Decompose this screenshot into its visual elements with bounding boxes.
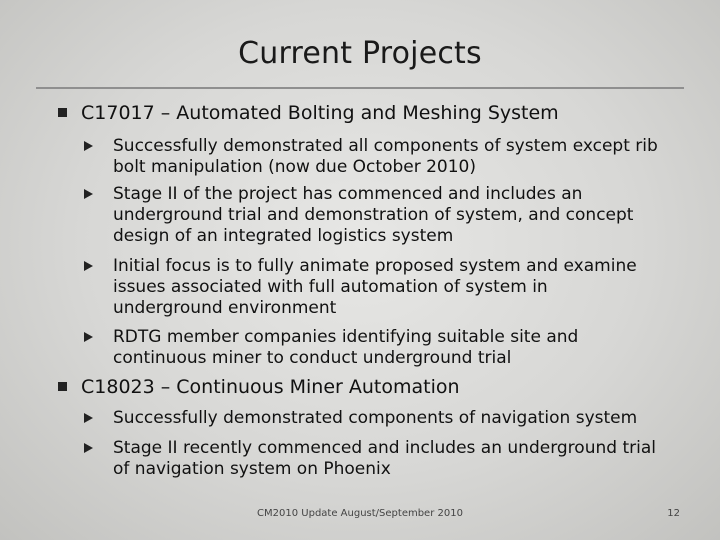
sub-bullet-text xyxy=(113,184,693,247)
text-line: of navigation system on Phoenix xyxy=(113,459,391,479)
text-line: bolt manipulation (now due October 2010) xyxy=(113,157,477,177)
text-line: Initial focus is to fully animate proposed system and examine xyxy=(113,256,637,276)
section-heading-text: C17017 – Automated Bolting and Meshing System xyxy=(81,102,559,124)
sub-bullet-text xyxy=(113,256,693,319)
triangle-bullet-icon xyxy=(84,332,93,342)
triangle-bullet-icon xyxy=(84,261,93,271)
slide-title: Current Projects xyxy=(238,36,482,71)
text-line: RDTG member companies identifying suitable site and xyxy=(113,327,579,347)
sub-bullet-text xyxy=(113,408,693,429)
square-bullet-icon xyxy=(58,108,67,117)
sub-bullet-text xyxy=(113,327,693,369)
text-line: design of an integrated logistics system xyxy=(113,226,454,246)
text-line: issues associated with full automation of system in xyxy=(113,277,548,297)
text-line: Stage II of the project has commenced and includes an xyxy=(113,184,583,204)
text-line: continuous miner to conduct underground trial xyxy=(113,348,512,368)
text-line: underground environment xyxy=(113,298,337,318)
triangle-bullet-icon xyxy=(84,413,93,423)
square-bullet-icon xyxy=(58,382,67,391)
text-line: Successfully demonstrated components of navigation system xyxy=(113,408,638,428)
triangle-bullet-icon xyxy=(84,443,93,453)
sub-bullet-text xyxy=(113,136,693,178)
page-number: 12 xyxy=(667,508,680,519)
slide-footer: CM2010 Update August/September 2010 xyxy=(257,508,463,519)
section-heading-text: C18023 – Continuous Miner Automation xyxy=(81,376,460,398)
triangle-bullet-icon xyxy=(84,189,93,199)
title-divider xyxy=(36,87,684,89)
text-line: underground trial and demonstration of system, and concept xyxy=(113,205,634,225)
sub-bullet-text xyxy=(113,438,693,480)
text-line: Stage II recently commenced and includes an underground trial xyxy=(113,438,656,458)
triangle-bullet-icon xyxy=(84,141,93,151)
text-line: Successfully demonstrated all components of system except rib xyxy=(113,136,658,156)
